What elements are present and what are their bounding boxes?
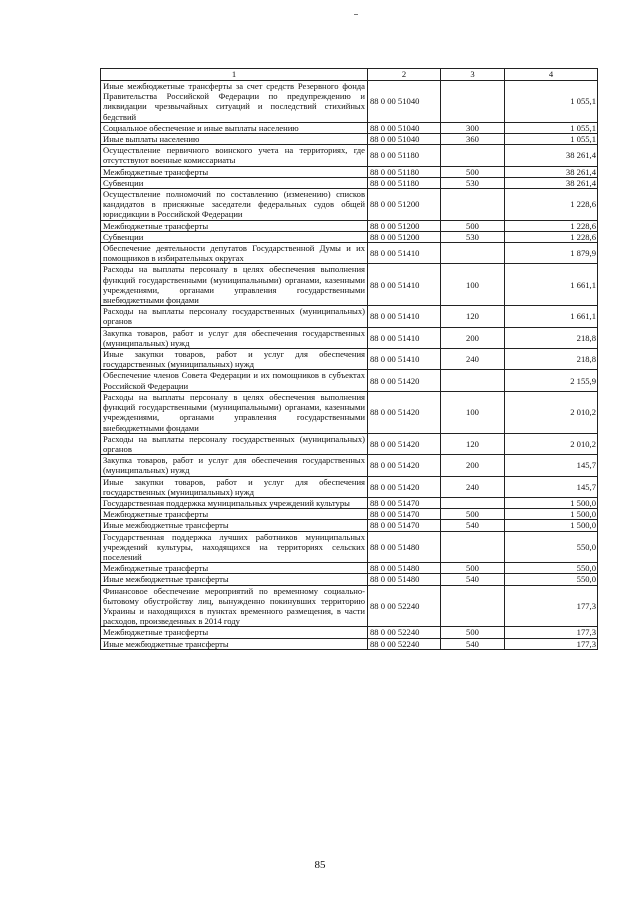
row-amount: 177,3 <box>505 585 598 627</box>
row-code: 88 0 00 51180 <box>368 177 441 188</box>
row-name: Межбюджетные трансферты <box>101 563 368 574</box>
row-code: 88 0 00 51420 <box>368 455 441 476</box>
table-row <box>101 134 598 145</box>
row-expense-type: 540 <box>441 574 505 585</box>
row-name: Иные закупки товаров, работ и услуг для обеспечения государственных (муниципальных) нужд <box>101 349 368 370</box>
table-row <box>101 476 598 497</box>
row-amount: 38 261,4 <box>505 166 598 177</box>
row-code: 88 0 00 51410 <box>368 306 441 327</box>
table-row <box>101 370 598 391</box>
row-amount: 1 228,6 <box>505 189 598 221</box>
row-name: Иные межбюджетные трансферты <box>101 520 368 531</box>
row-amount: 2 010,2 <box>505 391 598 433</box>
row-code: 88 0 00 51470 <box>368 520 441 531</box>
row-name: Осуществление первичного воинского учета на территориях, где отсутствуют военные комиссариаты <box>101 145 368 166</box>
row-name: Расходы на выплаты персоналу государственных (муниципальных) органов <box>101 306 368 327</box>
row-expense-type: 500 <box>441 627 505 638</box>
row-name: Обеспечение деятельности депутатов Государственной Думы и их помощников в избирательных округах <box>101 243 368 264</box>
header-col-4: 4 <box>505 69 598 81</box>
table-row <box>101 81 598 123</box>
row-expense-type: 360 <box>441 134 505 145</box>
table-row <box>101 433 598 454</box>
row-amount: 145,7 <box>505 476 598 497</box>
budget-table-body <box>101 69 598 650</box>
row-amount: 38 261,4 <box>505 177 598 188</box>
row-amount: 1 228,6 <box>505 231 598 242</box>
table-row <box>101 243 598 264</box>
row-expense-type <box>441 189 505 221</box>
table-row <box>101 231 598 242</box>
row-expense-type: 500 <box>441 563 505 574</box>
row-amount: 1 500,0 <box>505 509 598 520</box>
row-expense-type: 300 <box>441 122 505 133</box>
row-amount: 550,0 <box>505 574 598 585</box>
row-amount: 145,7 <box>505 455 598 476</box>
row-amount: 1 500,0 <box>505 497 598 508</box>
row-code: 88 0 00 52240 <box>368 638 441 649</box>
budget-table <box>100 68 598 650</box>
row-code: 88 0 00 51420 <box>368 433 441 454</box>
table-row <box>101 264 598 306</box>
row-amount: 2 155,9 <box>505 370 598 391</box>
row-amount: 1 055,1 <box>505 81 598 123</box>
row-amount: 177,3 <box>505 638 598 649</box>
row-code: 88 0 00 51200 <box>368 231 441 242</box>
row-amount: 550,0 <box>505 531 598 563</box>
row-amount: 1 055,1 <box>505 134 598 145</box>
row-expense-type <box>441 370 505 391</box>
row-expense-type: 120 <box>441 306 505 327</box>
table-row <box>101 638 598 649</box>
row-code: 88 0 00 51480 <box>368 531 441 563</box>
row-name: Иные межбюджетные трансферты <box>101 638 368 649</box>
row-expense-type: 200 <box>441 455 505 476</box>
row-code: 88 0 00 51480 <box>368 574 441 585</box>
top-mark <box>354 14 358 15</box>
row-amount: 2 010,2 <box>505 433 598 454</box>
row-expense-type: 530 <box>441 177 505 188</box>
row-expense-type: 540 <box>441 520 505 531</box>
table-row <box>101 497 598 508</box>
row-code: 88 0 00 51180 <box>368 166 441 177</box>
table-row <box>101 391 598 433</box>
row-expense-type <box>441 497 505 508</box>
row-amount: 550,0 <box>505 563 598 574</box>
row-amount: 218,8 <box>505 349 598 370</box>
row-name: Иные межбюджетные трансферты за счет средств Резервного фонда Правительства Российской Федерации по предупреждению и ликвидации чрезвычайных ситуаций и последствий стихийных бедствий <box>101 81 368 123</box>
row-name: Субвенции <box>101 177 368 188</box>
row-code: 88 0 00 51040 <box>368 134 441 145</box>
table-row <box>101 327 598 348</box>
row-code: 88 0 00 51420 <box>368 391 441 433</box>
row-expense-type: 530 <box>441 231 505 242</box>
row-code: 88 0 00 52240 <box>368 627 441 638</box>
header-col-3: 3 <box>441 69 505 81</box>
table-row <box>101 585 598 627</box>
row-amount: 1 661,1 <box>505 264 598 306</box>
row-code: 88 0 00 51420 <box>368 370 441 391</box>
row-expense-type <box>441 243 505 264</box>
row-expense-type: 500 <box>441 509 505 520</box>
row-name: Межбюджетные трансферты <box>101 509 368 520</box>
row-expense-type <box>441 81 505 123</box>
row-amount: 1 879,9 <box>505 243 598 264</box>
row-code: 88 0 00 51410 <box>368 243 441 264</box>
row-name: Межбюджетные трансферты <box>101 166 368 177</box>
table-row <box>101 189 598 221</box>
row-code: 88 0 00 51470 <box>368 497 441 508</box>
row-name: Осуществление полномочий по составлению (изменению) списков кандидатов в присяжные заседатели федеральных судов общей юрисдикции в Российской Федерации <box>101 189 368 221</box>
table-row <box>101 520 598 531</box>
row-name: Субвенции <box>101 231 368 242</box>
row-name: Расходы на выплаты персоналу в целях обеспечения выполнения функций государственными (муниципальными) органами, казенными учреждениями, органами управления государственными внебюджетными фондами <box>101 391 368 433</box>
row-name: Расходы на выплаты персоналу в целях обеспечения выполнения функций государственными (муниципальными) органами, казенными учреждениями, органами управления государственными внебюджетными фондами <box>101 264 368 306</box>
table-row <box>101 220 598 231</box>
row-code: 88 0 00 51040 <box>368 122 441 133</box>
row-amount: 1 055,1 <box>505 122 598 133</box>
row-code: 88 0 00 51200 <box>368 189 441 221</box>
table-row <box>101 531 598 563</box>
row-name: Иные закупки товаров, работ и услуг для обеспечения государственных (муниципальных) нужд <box>101 476 368 497</box>
row-amount: 1 228,6 <box>505 220 598 231</box>
table-row <box>101 563 598 574</box>
row-expense-type: 500 <box>441 166 505 177</box>
row-code: 88 0 00 51470 <box>368 509 441 520</box>
row-expense-type: 240 <box>441 476 505 497</box>
row-expense-type: 100 <box>441 264 505 306</box>
row-name: Государственная поддержка лучших работников муниципальных учреждений культуры, находящихся на территориях сельских поселений <box>101 531 368 563</box>
table-row <box>101 177 598 188</box>
row-name: Иные выплаты населению <box>101 134 368 145</box>
header-col-2: 2 <box>368 69 441 81</box>
row-amount: 1 500,0 <box>505 520 598 531</box>
page-number: 85 <box>314 859 326 871</box>
row-code: 88 0 00 51410 <box>368 264 441 306</box>
row-code: 88 0 00 51200 <box>368 220 441 231</box>
budget-table-container <box>100 68 597 650</box>
row-name: Социальное обеспечение и иные выплаты населению <box>101 122 368 133</box>
table-row <box>101 306 598 327</box>
table-row <box>101 509 598 520</box>
row-code: 88 0 00 51180 <box>368 145 441 166</box>
row-code: 88 0 00 51410 <box>368 349 441 370</box>
table-row <box>101 349 598 370</box>
table-row <box>101 145 598 166</box>
row-name: Расходы на выплаты персоналу государственных (муниципальных) органов <box>101 433 368 454</box>
row-expense-type: 240 <box>441 349 505 370</box>
row-expense-type: 120 <box>441 433 505 454</box>
row-expense-type: 500 <box>441 220 505 231</box>
table-header-row <box>101 69 598 81</box>
row-code: 88 0 00 52240 <box>368 585 441 627</box>
table-row <box>101 574 598 585</box>
row-code: 88 0 00 51410 <box>368 327 441 348</box>
row-name: Межбюджетные трансферты <box>101 220 368 231</box>
table-row <box>101 627 598 638</box>
row-name: Государственная поддержка муниципальных учреждений культуры <box>101 497 368 508</box>
row-amount: 1 661,1 <box>505 306 598 327</box>
row-expense-type <box>441 585 505 627</box>
row-expense-type: 200 <box>441 327 505 348</box>
row-expense-type: 540 <box>441 638 505 649</box>
table-row <box>101 122 598 133</box>
row-code: 88 0 00 51420 <box>368 476 441 497</box>
row-amount: 218,8 <box>505 327 598 348</box>
row-code: 88 0 00 51040 <box>368 81 441 123</box>
table-row <box>101 166 598 177</box>
table-row <box>101 455 598 476</box>
row-amount: 177,3 <box>505 627 598 638</box>
row-amount: 38 261,4 <box>505 145 598 166</box>
row-expense-type: 100 <box>441 391 505 433</box>
row-code: 88 0 00 51480 <box>368 563 441 574</box>
row-name: Межбюджетные трансферты <box>101 627 368 638</box>
row-expense-type <box>441 145 505 166</box>
row-name: Закупка товаров, работ и услуг для обеспечения государственных (муниципальных) нужд <box>101 327 368 348</box>
row-name: Финансовое обеспечение мероприятий по временному социально-бытовому обустройству лиц, вынужденно покинувших территорию Украины и находящихся в пунктах временного размещения, в части расходов, произведенных в 2014 году <box>101 585 368 627</box>
row-name: Закупка товаров, работ и услуг для обеспечения государственных (муниципальных) нужд <box>101 455 368 476</box>
row-expense-type <box>441 531 505 563</box>
row-name: Обеспечение членов Совета Федерации и их помощников в субъектах Российской Федерации <box>101 370 368 391</box>
row-name: Иные межбюджетные трансферты <box>101 574 368 585</box>
header-col-1: 1 <box>101 69 368 81</box>
